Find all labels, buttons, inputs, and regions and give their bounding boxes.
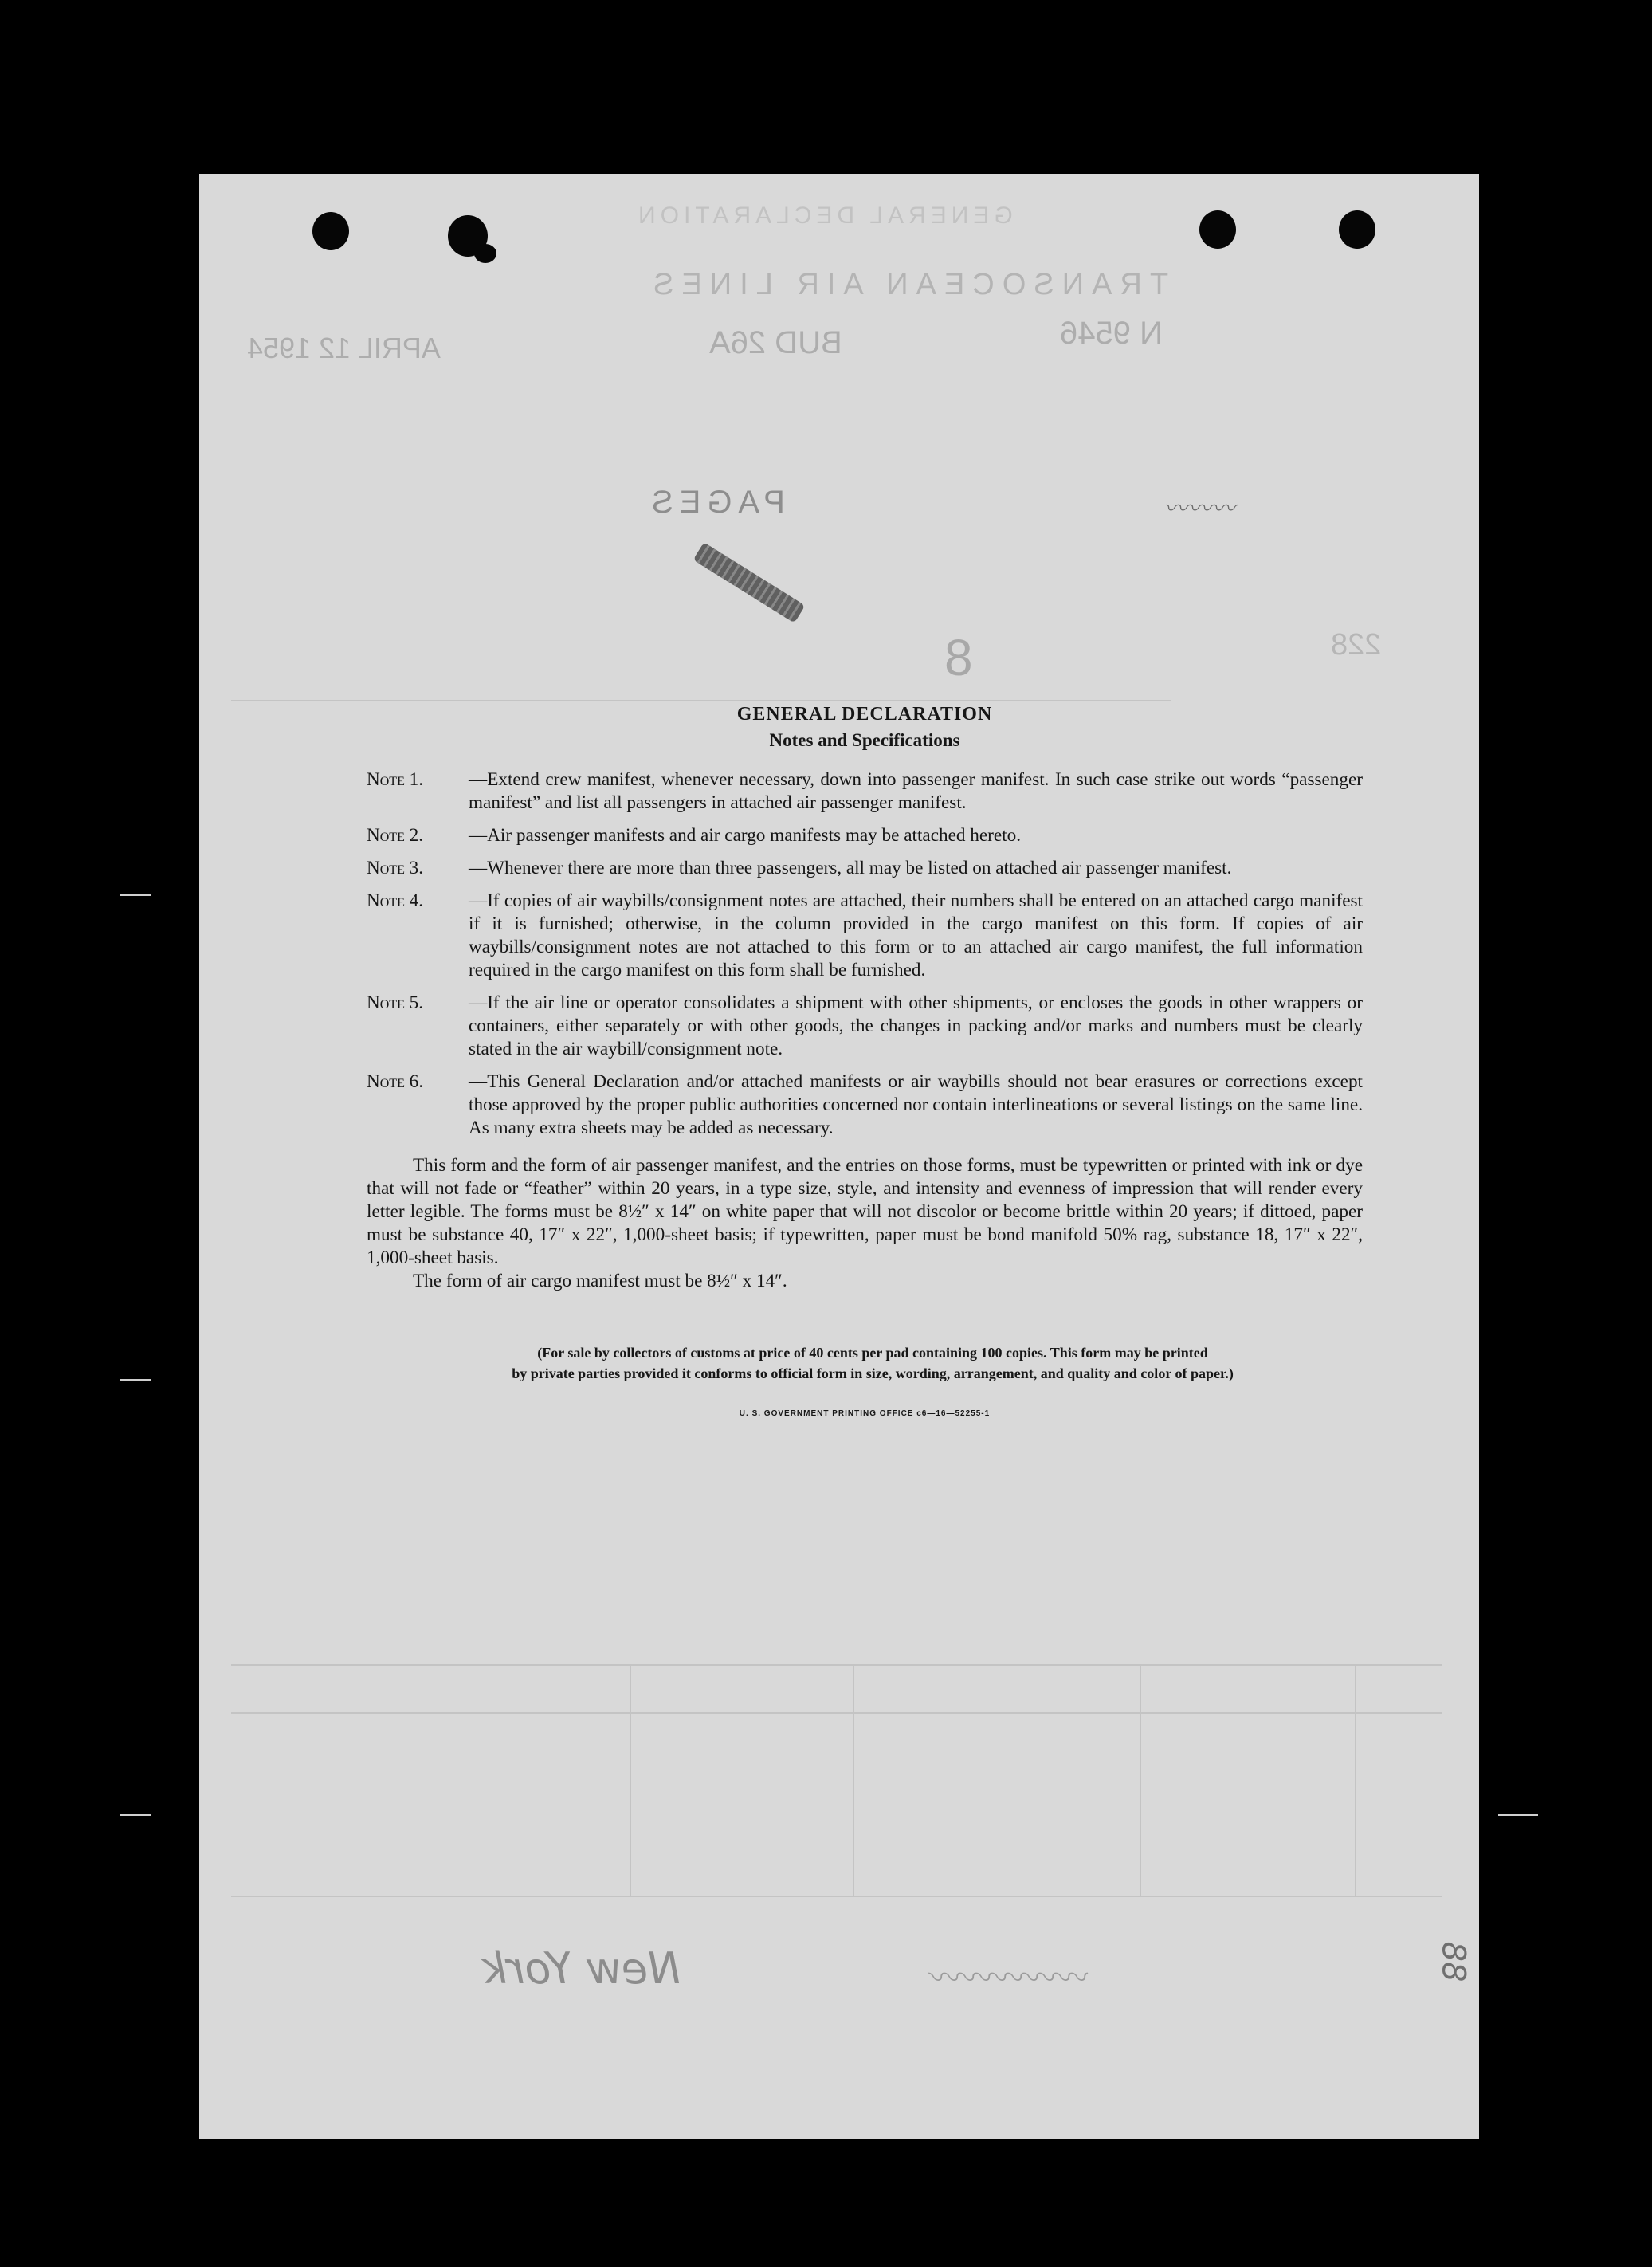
- note-label: Note 5.: [367, 992, 424, 1013]
- punch-hole: [1199, 210, 1236, 249]
- bleed-rule: [630, 1664, 631, 1896]
- note-text: —This General Declaration and/or attached manifests or air waybills should not bear erasures or corrections except those approved by the proper public authorities concerned nor contain interlineations or several listings on the same line. As many extra sheets may be added as necessary.: [469, 1071, 1363, 1138]
- note-label: Note 2.: [367, 825, 424, 846]
- note-2: [367, 824, 1363, 847]
- bleed-pages: PAGES: [645, 485, 785, 520]
- note-4: [367, 890, 1363, 982]
- note-label: Note 3.: [367, 858, 424, 878]
- note-text: —If the air line or operator consolidates a shipment with other shipments, or encloses the goods in other wrappers or containers, either separately or with other goods, the changes in packing and/or marks and numbers must be clearly stated in the air waybill/consignment note.: [469, 992, 1363, 1059]
- punch-hole: [1339, 210, 1375, 249]
- punch-hole: [474, 244, 496, 263]
- note-6: [367, 1071, 1363, 1140]
- stamp-mark: [693, 542, 806, 623]
- note-label: Note 6.: [367, 1071, 424, 1092]
- note-text: —Whenever there are more than three passengers, all may be listed on attached air passenger manifest.: [469, 858, 1232, 878]
- sale-note: [367, 1342, 1363, 1384]
- note-text: —If copies of air waybills/consignment notes are attached, their numbers shall be entered on an attached cargo manifest if it is furnished; otherwise, in the column provided in the cargo manifest on this form. If copies of air waybills/consignment notes are not attached to this form or to an attached air cargo manifest, the full information required in the cargo manifest on this form shall be furnished.: [469, 890, 1363, 980]
- bleed-header: GENERAL DECLARATION: [634, 202, 1013, 229]
- bleed-rule: [1140, 1664, 1141, 1896]
- sale-note-line-2: by private parties provided it conforms to official form in size, wording, arrangement, and quality and color of paper.): [512, 1365, 1234, 1381]
- note-text: —Extend crew manifest, whenever necessary, down into passenger manifest. In such case strike out words “passenger manifest” and list all passengers in attached air passenger manifest.: [469, 769, 1363, 813]
- note-3: [367, 857, 1363, 880]
- note-text: —Air passenger manifests and air cargo manifests may be attached hereto.: [469, 825, 1022, 846]
- notes-section: [367, 704, 1363, 1418]
- handwritten-bottom: New York: [482, 1943, 681, 1994]
- scan-tick: [120, 894, 151, 896]
- bleed-rule: [1355, 1664, 1356, 1896]
- bleed-airline: TRANSOCEAN AIR LINES: [645, 268, 1169, 301]
- specification-paragraph: This form and the form of air passenger manifest, and the entries on those forms, must be typewritten or printed with ink or dye that will not fade or “feather” within 20 years, in a type size, style, and intensity and evenness of impression that will render every letter legible. The forms must be 8½″ x 14″ on white paper that will not discolor or become brittle within 20 years; if dittoed, paper must be substance 40, 17″ x 22″, 1,000-sheet basis; if typewritten, paper must be bond manifold 50% rag, substance 18, 17″ x 22″, 1,000-sheet basis.: [367, 1155, 1363, 1268]
- printing-office-line: U. S. GOVERNMENT PRINTING OFFICE c6—16—52255-1: [739, 1409, 991, 1418]
- declaration-subtitle: Notes and Specifications: [769, 730, 960, 750]
- note-label: Note 4.: [367, 890, 424, 911]
- bleed-rule: [231, 1664, 1442, 1666]
- bleed-aircraft: N 9546: [1060, 316, 1163, 351]
- note-label: Note 1.: [367, 769, 424, 790]
- handwritten-scrawl: 〰〰〰: [1163, 495, 1235, 523]
- bleed-rule: [231, 1712, 1442, 1714]
- bleed-rule: [231, 700, 1171, 701]
- bleed-count: 8: [944, 629, 973, 686]
- scan-tick: [120, 1379, 151, 1381]
- note-1: [367, 768, 1363, 815]
- handwritten-right-number: 88: [1434, 1941, 1472, 1982]
- bleed-number: 228: [1331, 628, 1382, 662]
- document-page: [199, 174, 1479, 2139]
- bleed-rule: [853, 1664, 854, 1896]
- bleed-date: APRIL 12 1954: [247, 332, 441, 364]
- bleed-flight: BUD 26A: [709, 325, 842, 360]
- cargo-manifest-note: The form of air cargo manifest must be 8½″ x 14″.: [413, 1271, 787, 1291]
- sale-note-line-1: (For sale by collectors of customs at price of 40 cents per pad containing 100 copies. This form may be printed: [537, 1345, 1208, 1361]
- handwritten-bottom-name: 〰〰〰〰〰: [932, 1960, 1092, 1997]
- scan-tick: [120, 1814, 151, 1816]
- declaration-title: GENERAL DECLARATION: [736, 704, 993, 725]
- scan-tick: [1498, 1814, 1538, 1816]
- punch-hole: [312, 212, 349, 250]
- bleed-rule: [231, 1896, 1442, 1897]
- note-5: [367, 992, 1363, 1061]
